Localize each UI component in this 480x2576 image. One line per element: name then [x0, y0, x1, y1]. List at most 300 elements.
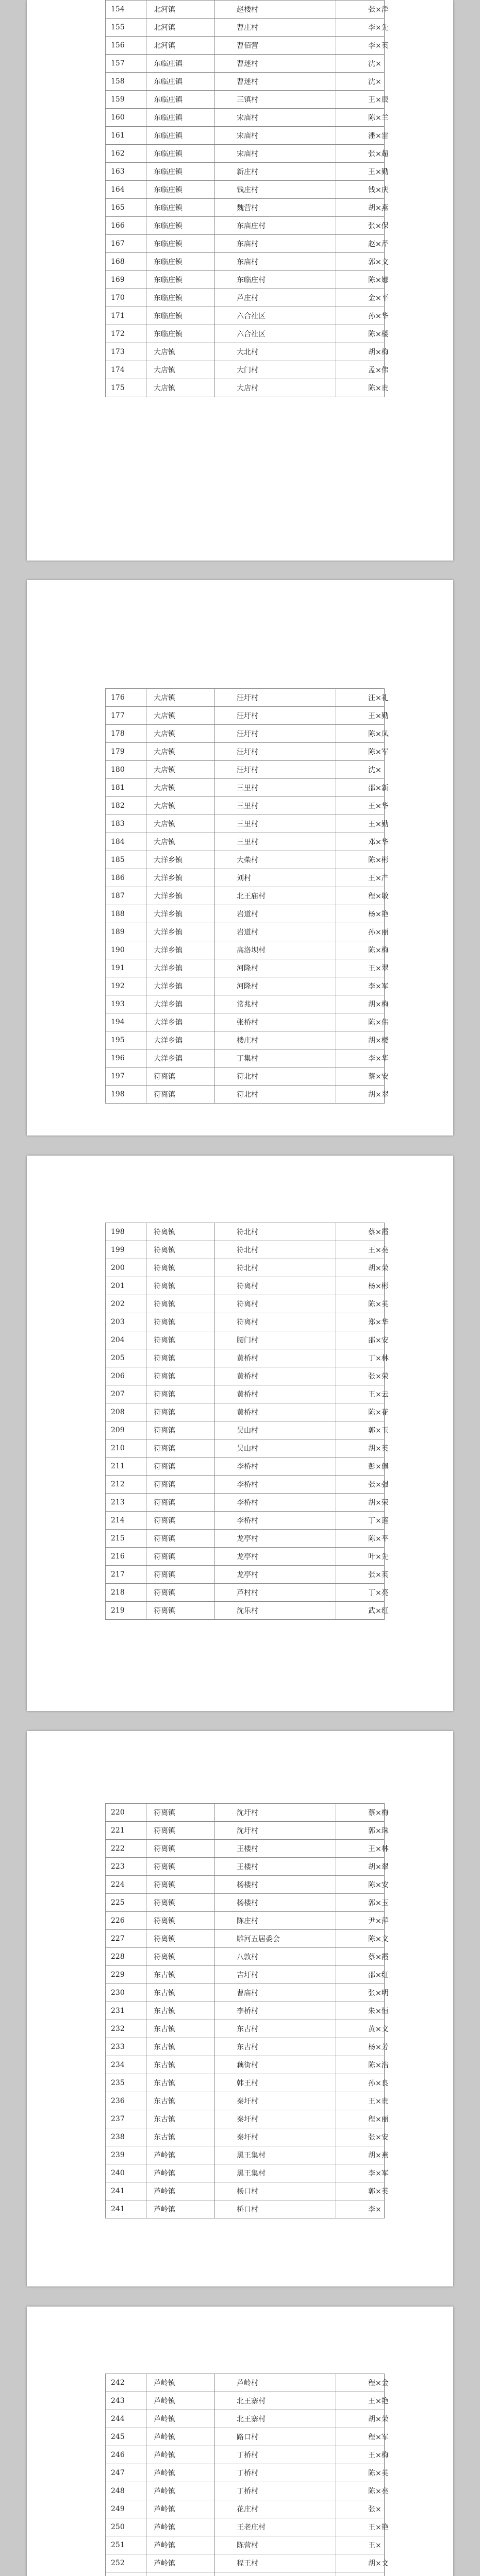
village-cell: 岩道村 — [215, 923, 336, 941]
table-row — [106, 2446, 385, 2464]
town-cell: 符离镇 — [146, 1277, 215, 1295]
row-number-cell: 193 — [106, 995, 146, 1013]
village-cell: 丁桥村 — [215, 2464, 336, 2482]
town-cell: 东临庄镇 — [146, 73, 215, 91]
row-number-cell: 203 — [106, 1313, 146, 1331]
table-row — [106, 2392, 385, 2410]
town-cell: 东古镇 — [146, 2092, 215, 2110]
row-number-cell: 216 — [106, 1548, 146, 1566]
name-cell: 郭×文 — [336, 253, 385, 271]
row-number-cell: 195 — [106, 1031, 146, 1049]
town-cell: 符离镇 — [146, 1259, 215, 1277]
village-cell: 符离村 — [215, 1277, 336, 1295]
town-cell: 东临庄镇 — [146, 91, 215, 109]
town-cell: 芦岭镇 — [146, 2500, 215, 2518]
name-cell: 胡×燕 — [336, 2146, 385, 2164]
table-row — [106, 1566, 385, 1584]
row-number-cell: 238 — [106, 2128, 146, 2146]
village-cell: 芦岭村 — [215, 2374, 336, 2392]
table-row — [106, 253, 385, 271]
row-number-cell: 231 — [106, 2002, 146, 2020]
town-cell: 东临庄镇 — [146, 235, 215, 253]
name-cell: 胡×楼 — [336, 1031, 385, 1049]
row-number-cell: 189 — [106, 923, 146, 941]
town-cell: 大店镇 — [146, 343, 215, 361]
village-cell: 龙亭村 — [215, 1566, 336, 1584]
town-cell: 芦岭镇 — [146, 2482, 215, 2500]
town-cell: 芦岭镇 — [146, 2446, 215, 2464]
town-cell: 东临庄镇 — [146, 145, 215, 163]
row-number-cell: 223 — [106, 1858, 146, 1876]
town-cell: 符离镇 — [146, 1804, 215, 1822]
town-cell: 芦岭镇 — [146, 2392, 215, 2410]
name-cell: 沈× — [336, 73, 385, 91]
village-cell: 东临庄村 — [215, 271, 336, 289]
town-cell: 大洋乡镇 — [146, 851, 215, 869]
village-cell: 六合社区 — [215, 325, 336, 343]
name-cell: 彭×佩 — [336, 1458, 385, 1476]
name-cell: 郭×玉 — [336, 1421, 385, 1439]
name-cell: 丁×莲 — [336, 1512, 385, 1530]
town-cell: 东古镇 — [146, 2110, 215, 2128]
name-cell: 李×华 — [336, 1049, 385, 1067]
row-number-cell: 184 — [106, 833, 146, 851]
table-row — [106, 289, 385, 307]
town-cell: 大店镇 — [146, 361, 215, 379]
village-cell: 龙亭村 — [215, 1530, 336, 1548]
row-number-cell: 225 — [106, 1894, 146, 1912]
village-cell: 陈庄村 — [215, 1912, 336, 1930]
town-cell: 符离镇 — [146, 1876, 215, 1894]
village-cell: 汪圩村 — [215, 725, 336, 743]
village-cell: 宋庙村 — [215, 109, 336, 127]
row-number-cell: 175 — [106, 379, 146, 397]
row-number-cell: 190 — [106, 941, 146, 959]
name-cell: 陈×安 — [336, 1876, 385, 1894]
table-row — [106, 307, 385, 325]
village-cell: 韩王村 — [215, 2074, 336, 2092]
village-cell: 丁桥村 — [215, 2482, 336, 2500]
town-cell: 符离镇 — [146, 1241, 215, 1259]
name-cell: 陈×楼 — [336, 325, 385, 343]
roster-table — [105, 688, 389, 1104]
row-number-cell: 208 — [106, 1403, 146, 1421]
name-cell: 王×亮 — [336, 1241, 385, 1259]
town-cell: 符离镇 — [146, 1822, 215, 1840]
town-cell: 大洋乡镇 — [146, 941, 215, 959]
table-row — [106, 779, 385, 797]
village-cell: 吴山村 — [215, 1439, 336, 1458]
village-cell: 程王村 — [215, 2554, 336, 2572]
row-number-cell: 210 — [106, 1439, 146, 1458]
name-cell: 赵×芹 — [336, 235, 385, 253]
row-number-cell: 198 — [106, 1223, 146, 1241]
table-row — [106, 1385, 385, 1403]
town-cell: 大洋乡镇 — [146, 959, 215, 977]
row-number-cell: 157 — [106, 55, 146, 73]
name-cell: 王×勤 — [336, 163, 385, 181]
name-cell: 李×先 — [336, 19, 385, 37]
row-number-cell: 235 — [106, 2074, 146, 2092]
village-cell: 符离村 — [215, 1295, 336, 1313]
town-cell: 大店镇 — [146, 833, 215, 851]
table-row — [106, 2182, 385, 2200]
town-cell: 符离镇 — [146, 1385, 215, 1403]
name-cell: 张×超 — [336, 145, 385, 163]
name-cell: 武×红 — [336, 1602, 385, 1620]
table-row — [106, 1439, 385, 1458]
village-cell: 秦圩村 — [215, 2092, 336, 2110]
town-cell: 符离镇 — [146, 1458, 215, 1476]
town-cell: 符离镇 — [146, 1840, 215, 1858]
document-page-2 — [27, 580, 453, 1136]
town-cell: 符离镇 — [146, 1566, 215, 1584]
name-cell: 丁×亮 — [336, 1584, 385, 1602]
village-cell: 三里村 — [215, 815, 336, 833]
village-cell: 宋庙村 — [215, 127, 336, 145]
row-number-cell — [106, 2572, 146, 2576]
town-cell: 芦岭镇 — [146, 2464, 215, 2482]
row-number-cell: 155 — [106, 19, 146, 37]
table-row — [106, 2482, 385, 2500]
name-cell: 沈× — [336, 55, 385, 73]
row-number-cell: 237 — [106, 2110, 146, 2128]
village-cell: 赵楼村 — [215, 1, 336, 19]
row-number-cell: 156 — [106, 37, 146, 55]
row-number-cell: 192 — [106, 977, 146, 995]
town-cell: 东临庄镇 — [146, 307, 215, 325]
village-cell: 汪圩村 — [215, 743, 336, 761]
table-row — [106, 2056, 385, 2074]
name-cell: 孙×良 — [336, 2074, 385, 2092]
table-row — [106, 199, 385, 217]
village-cell: 李桥村 — [215, 1476, 336, 1494]
row-number-cell: 170 — [106, 289, 146, 307]
village-cell: 李桥村 — [215, 1494, 336, 1512]
table-row — [106, 2110, 385, 2128]
town-cell: 大店镇 — [146, 689, 215, 707]
row-number-cell: 174 — [106, 361, 146, 379]
town-cell: 符离镇 — [146, 1548, 215, 1566]
town-cell: 符离镇 — [146, 1602, 215, 1620]
town-cell: 大洋乡镇 — [146, 1049, 215, 1067]
town-cell: 北河镇 — [146, 37, 215, 55]
village-cell: 北王寨村 — [215, 2392, 336, 2410]
name-cell: 尹×萍 — [336, 1912, 385, 1930]
name-cell: 邓×华 — [336, 833, 385, 851]
town-cell: 符离镇 — [146, 1858, 215, 1876]
row-number-cell: 185 — [106, 851, 146, 869]
table-row — [106, 2092, 385, 2110]
town-cell: 东古镇 — [146, 1984, 215, 2002]
row-number-cell: 228 — [106, 1948, 146, 1966]
village-cell: 芦庄村 — [215, 289, 336, 307]
table-row — [106, 181, 385, 199]
name-cell: 李×英 — [336, 37, 385, 55]
row-number-cell: 197 — [106, 1067, 146, 1086]
table-row — [106, 91, 385, 109]
row-number-cell: 212 — [106, 1476, 146, 1494]
table-row — [106, 127, 385, 145]
name-cell: 李×军 — [336, 2164, 385, 2182]
town-cell: 大店镇 — [146, 761, 215, 779]
document-page-1 — [27, 0, 453, 561]
name-cell: 王×辰 — [336, 91, 385, 109]
name-cell: 程×军 — [336, 2428, 385, 2446]
row-number-cell: 177 — [106, 707, 146, 725]
document-page-3 — [27, 1156, 453, 1711]
town-cell: 符离镇 — [146, 1476, 215, 1494]
table-row — [106, 163, 385, 181]
row-number-cell: 233 — [106, 2038, 146, 2056]
name-cell: 胡×文 — [336, 2554, 385, 2572]
town-cell: 东临庄镇 — [146, 127, 215, 145]
town-cell: 东古镇 — [146, 2020, 215, 2038]
name-cell: 王×勤 — [336, 815, 385, 833]
name-cell: 胡×英 — [336, 1439, 385, 1458]
row-number-cell: 224 — [106, 1876, 146, 1894]
village-cell: 黄桥村 — [215, 1349, 336, 1367]
village-cell: 高洛坝村 — [215, 941, 336, 959]
name-cell: 张× — [336, 2500, 385, 2518]
table-row — [106, 833, 385, 851]
table-row — [106, 2164, 385, 2182]
town-cell: 芦岭镇 — [146, 2410, 215, 2428]
village-cell: 杨楼村 — [215, 1876, 336, 1894]
row-number-cell: 221 — [106, 1822, 146, 1840]
name-cell: 陈×伟 — [336, 1013, 385, 1031]
name-cell: 郭×英 — [336, 2182, 385, 2200]
table-row — [106, 217, 385, 235]
name-cell: 胡×翠 — [336, 1086, 385, 1104]
name-cell: 胡×燕 — [336, 199, 385, 217]
table-row — [106, 1313, 385, 1331]
town-cell: 东临庄镇 — [146, 325, 215, 343]
town-cell: 东临庄镇 — [146, 217, 215, 235]
town-cell: 东古镇 — [146, 2002, 215, 2020]
row-number-cell: 251 — [106, 2536, 146, 2554]
row-number-cell: 154 — [106, 1, 146, 19]
village-cell: 丁桥村 — [215, 2446, 336, 2464]
table-row — [106, 37, 385, 55]
row-number-cell: 206 — [106, 1367, 146, 1385]
table-row — [106, 1984, 385, 2002]
table-row — [106, 1530, 385, 1548]
name-cell: 张×明 — [336, 1984, 385, 2002]
town-cell: 东临庄镇 — [146, 181, 215, 199]
table-row — [106, 2200, 385, 2218]
village-cell: 三里村 — [215, 833, 336, 851]
table-row — [106, 1858, 385, 1876]
row-number-cell: 160 — [106, 109, 146, 127]
name-cell: 郭×玉 — [336, 1894, 385, 1912]
village-cell: 符北村 — [215, 1086, 336, 1104]
roster-table — [105, 2374, 389, 2576]
table-row — [106, 235, 385, 253]
row-number-cell: 249 — [106, 2500, 146, 2518]
document-page-5 — [27, 2307, 453, 2576]
name-cell: 陈×军 — [336, 743, 385, 761]
village-cell: 大门村 — [215, 361, 336, 379]
village-cell: 王楼村 — [215, 1840, 336, 1858]
town-cell: 大店镇 — [146, 707, 215, 725]
town-cell: 符离镇 — [146, 1367, 215, 1385]
row-number-cell: 168 — [106, 253, 146, 271]
village-cell: 沈圩村 — [215, 1804, 336, 1822]
town-cell: 东临庄镇 — [146, 253, 215, 271]
table-row — [106, 271, 385, 289]
row-number-cell: 164 — [106, 181, 146, 199]
town-cell: 符离镇 — [146, 1331, 215, 1349]
village-cell: 黄桥村 — [215, 1385, 336, 1403]
row-number-cell: 219 — [106, 1602, 146, 1620]
table-row — [106, 325, 385, 343]
town-cell: 符离镇 — [146, 1421, 215, 1439]
name-cell: 陈×英 — [336, 1295, 385, 1313]
village-cell: 河隆村 — [215, 977, 336, 995]
name-cell: 胡×荣 — [336, 2410, 385, 2428]
town-cell: 北河镇 — [146, 1, 215, 19]
town-cell: 东临庄镇 — [146, 289, 215, 307]
name-cell: 金×平 — [336, 289, 385, 307]
town-cell: 大洋乡镇 — [146, 923, 215, 941]
table-row — [106, 1894, 385, 1912]
village-cell: 汪圩村 — [215, 689, 336, 707]
town-cell: 芦岭镇 — [146, 2164, 215, 2182]
name-cell: 郭×珠 — [336, 1822, 385, 1840]
town-cell: 大洋乡镇 — [146, 905, 215, 923]
roster-table — [105, 1803, 389, 2218]
town-cell: 符离镇 — [146, 1584, 215, 1602]
village-cell: 张桥村 — [215, 1013, 336, 1031]
name-cell: 陈×彬 — [336, 851, 385, 869]
village-cell: 符离村 — [215, 1313, 336, 1331]
town-cell: 大店镇 — [146, 379, 215, 397]
row-number-cell: 246 — [106, 2446, 146, 2464]
village-cell: 汪圩村 — [215, 707, 336, 725]
town-cell: 大洋乡镇 — [146, 995, 215, 1013]
village-cell: 龙亭村 — [215, 1548, 336, 1566]
table-row — [106, 2038, 385, 2056]
table-row — [106, 1512, 385, 1530]
row-number-cell: 226 — [106, 1912, 146, 1930]
row-number-cell: 163 — [106, 163, 146, 181]
table-row — [106, 1241, 385, 1259]
table-row — [106, 2410, 385, 2428]
name-cell: 邵×新 — [336, 779, 385, 797]
table-row — [106, 1912, 385, 1930]
row-number-cell: 178 — [106, 725, 146, 743]
town-cell: 符离镇 — [146, 1086, 215, 1104]
table-row — [106, 851, 385, 869]
village-cell: 秦圩村 — [215, 2110, 336, 2128]
table-row — [106, 1458, 385, 1476]
name-cell: 孙×丽 — [336, 923, 385, 941]
row-number-cell: 172 — [106, 325, 146, 343]
name-cell: 张×保 — [336, 217, 385, 235]
row-number-cell: 204 — [106, 1331, 146, 1349]
row-number-cell: 171 — [106, 307, 146, 325]
row-number-cell: 194 — [106, 1013, 146, 1031]
table-row — [106, 995, 385, 1013]
row-number-cell: 218 — [106, 1584, 146, 1602]
village-cell: 新庄村 — [215, 163, 336, 181]
village-cell: 雕河五居委会 — [215, 1930, 336, 1948]
village-cell: 吴山村 — [215, 1421, 336, 1439]
row-number-cell: 207 — [106, 1385, 146, 1403]
town-cell: 符离镇 — [146, 1403, 215, 1421]
town-cell: 大店镇 — [146, 725, 215, 743]
name-cell: 王×云 — [336, 1385, 385, 1403]
name-cell: 孟×伟 — [336, 361, 385, 379]
town-cell: 符离镇 — [146, 1894, 215, 1912]
name-cell: 王×艳 — [336, 2392, 385, 2410]
row-number-cell: 239 — [106, 2146, 146, 2164]
row-number-cell: 165 — [106, 199, 146, 217]
village-cell: 常兆村 — [215, 995, 336, 1013]
row-number-cell: 179 — [106, 743, 146, 761]
row-number-cell: 162 — [106, 145, 146, 163]
village-cell: 曹迷村 — [215, 55, 336, 73]
document-page-4 — [27, 1731, 453, 2286]
village-cell: 大店村 — [215, 379, 336, 397]
name-cell: 蔡×霞 — [336, 1223, 385, 1241]
row-number-cell: 199 — [106, 1241, 146, 1259]
row-number-cell: 181 — [106, 779, 146, 797]
table-row — [106, 1295, 385, 1313]
town-cell: 东古镇 — [146, 1966, 215, 1984]
village-cell: 花庄村 — [215, 2500, 336, 2518]
table-row — [106, 2074, 385, 2092]
village-cell: 桥口村 — [215, 2200, 336, 2218]
row-number-cell: 196 — [106, 1049, 146, 1067]
town-cell: 北河镇 — [146, 19, 215, 37]
row-number-cell: 180 — [106, 761, 146, 779]
table-row — [106, 2518, 385, 2536]
name-cell: 李× — [336, 2200, 385, 2218]
name-cell: 汪×礼 — [336, 689, 385, 707]
table-row — [106, 2428, 385, 2446]
town-cell: 大店镇 — [146, 815, 215, 833]
village-cell: 杨口村 — [215, 2182, 336, 2200]
table-row — [106, 689, 385, 707]
town-cell: 芦岭镇 — [146, 2374, 215, 2392]
table-row — [106, 1403, 385, 1421]
table-row — [106, 1602, 385, 1620]
village-cell: 黑王集村 — [215, 2164, 336, 2182]
village-cell: 宋庙村 — [215, 145, 336, 163]
table-row — [106, 1013, 385, 1031]
table-row — [106, 815, 385, 833]
village-cell: 李桥村 — [215, 1512, 336, 1530]
row-number-cell: 173 — [106, 343, 146, 361]
table-row — [106, 145, 385, 163]
table-row — [106, 977, 385, 995]
table-row — [106, 2554, 385, 2572]
village-cell: 腰门村 — [215, 1331, 336, 1349]
row-number-cell: 230 — [106, 1984, 146, 2002]
name-cell: 杨×芳 — [336, 2038, 385, 2056]
table-row — [106, 19, 385, 37]
row-number-cell: 209 — [106, 1421, 146, 1439]
name-cell: 胡×梅 — [336, 995, 385, 1013]
name-cell: 张×强 — [336, 1476, 385, 1494]
name-cell: 胡×荣 — [336, 1259, 385, 1277]
table-row — [106, 1548, 385, 1566]
table-row — [106, 1476, 385, 1494]
table-row — [106, 1259, 385, 1277]
table-row — [106, 2020, 385, 2038]
